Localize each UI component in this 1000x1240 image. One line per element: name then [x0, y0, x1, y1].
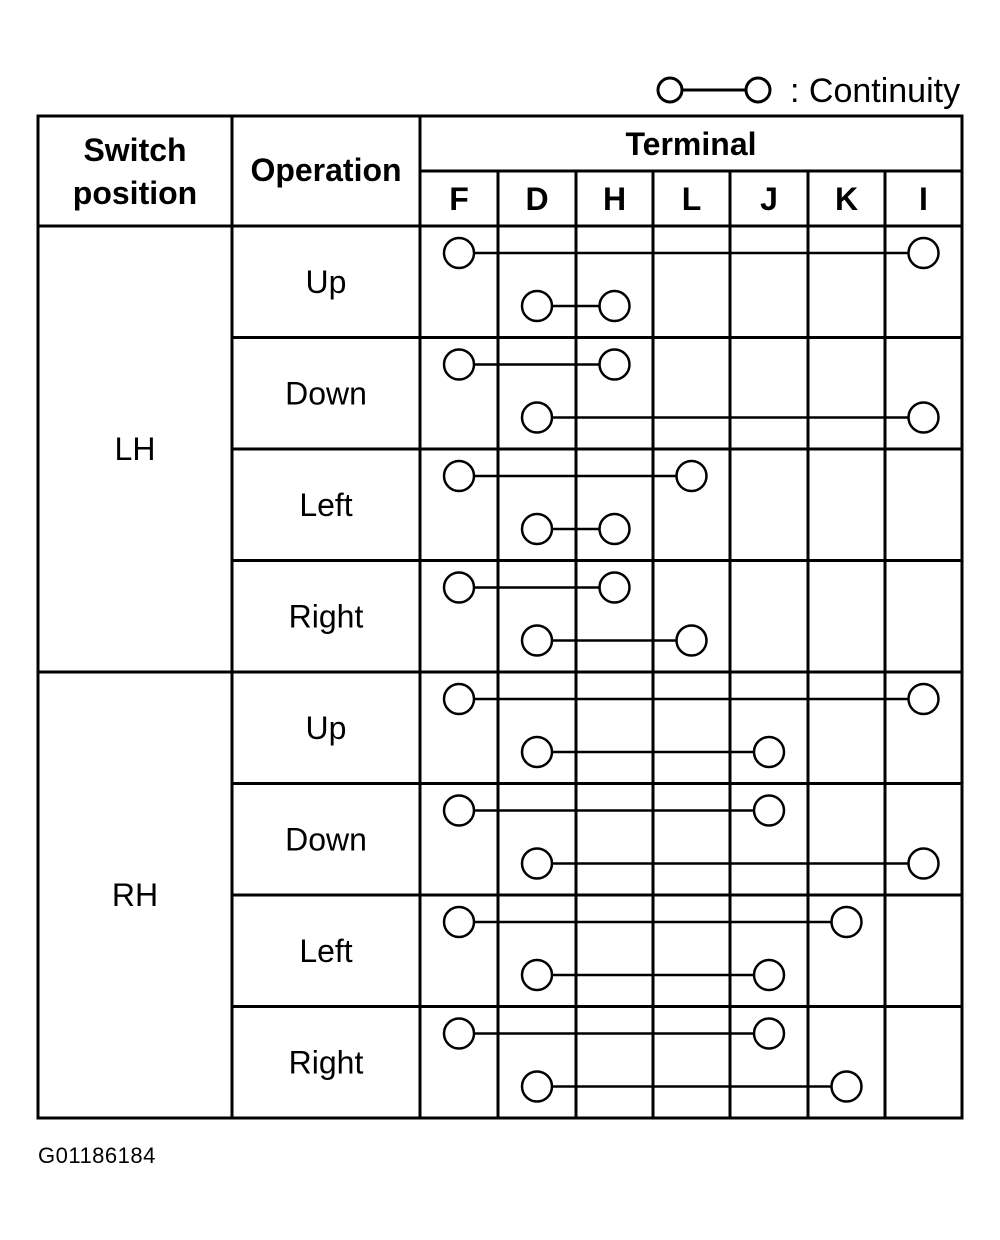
figure-id: G01186184 — [38, 1143, 156, 1168]
terminal-label: K — [834, 181, 859, 217]
continuity-terminal-J — [754, 737, 784, 767]
table-frame — [38, 116, 962, 1118]
continuity-terminal-H — [600, 514, 630, 544]
continuity-terminal-F — [444, 684, 474, 714]
terminal-label: L — [681, 181, 702, 217]
operation-label: Left — [299, 932, 353, 969]
operation-label: Right — [288, 598, 364, 635]
continuity-terminal-D — [522, 1072, 552, 1102]
continuity-terminal-F — [444, 573, 474, 603]
operation-label: Left — [299, 486, 353, 523]
continuity-terminal-D — [522, 849, 552, 879]
switch-position-label: LH — [114, 431, 156, 467]
continuity-terminal-D — [522, 737, 552, 767]
continuity-terminal-L — [677, 461, 707, 491]
continuity-terminal-H — [600, 291, 630, 321]
continuity-terminal-F — [444, 907, 474, 937]
continuity-terminal-F — [444, 796, 474, 826]
switch-position-header: Switch — [83, 132, 187, 168]
terminal-label: I — [919, 181, 928, 217]
continuity-terminal-F — [444, 1019, 474, 1049]
operation-label: Down — [285, 821, 367, 858]
continuity-terminal-L — [677, 626, 707, 656]
legend-label: : Continuity — [790, 72, 961, 110]
operation-header: Operation — [250, 152, 402, 188]
continuity-terminal-D — [522, 514, 552, 544]
terminal-label: J — [760, 181, 778, 217]
terminal-label: H — [602, 181, 627, 217]
terminal-label: D — [525, 181, 549, 217]
continuity-terminal-K — [832, 1072, 862, 1102]
continuity-terminal-F — [444, 461, 474, 491]
continuity-terminal-H — [600, 573, 630, 603]
continuity-terminal-I — [909, 238, 939, 268]
operation-label: Right — [288, 1044, 364, 1081]
continuity-terminal-F — [444, 350, 474, 380]
continuity-terminal-J — [754, 1019, 784, 1049]
switch-position-header: position — [72, 175, 198, 211]
continuity-terminal-D — [522, 291, 552, 321]
terminal-label: F — [449, 181, 469, 217]
continuity-terminal-J — [754, 960, 784, 990]
continuity-terminal-D — [522, 626, 552, 656]
continuity-terminal-K — [832, 907, 862, 937]
continuity-terminal-D — [522, 403, 552, 433]
continuity-terminal-H — [600, 350, 630, 380]
continuity-terminal-J — [754, 796, 784, 826]
terminal-header: Terminal — [625, 126, 757, 162]
operation-label: Down — [285, 375, 367, 412]
continuity-terminal-F — [444, 238, 474, 268]
continuity-terminal-I — [909, 403, 939, 433]
operation-label: Up — [305, 263, 347, 300]
continuity-terminal-I — [909, 684, 939, 714]
continuity-terminal-D — [522, 960, 552, 990]
continuity-terminal-I — [909, 849, 939, 879]
operation-label: Up — [305, 709, 347, 746]
switch-position-label: RH — [111, 877, 159, 913]
